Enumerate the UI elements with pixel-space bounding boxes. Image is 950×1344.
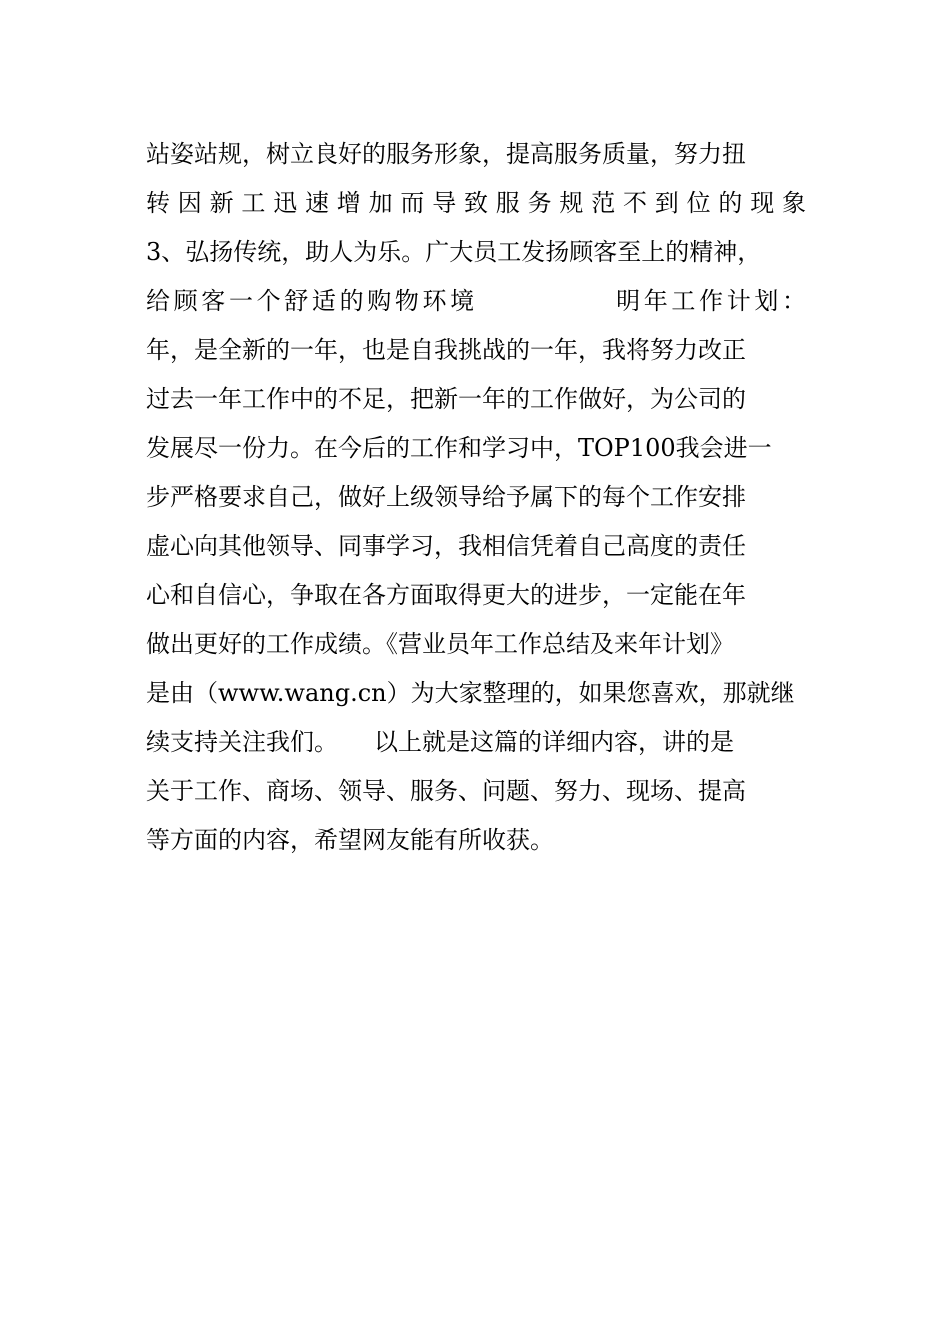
- text-line-12: 是由（www.wang.cn）为大家整理的，如果您喜欢，那就继: [146, 679, 795, 707]
- text-line-7: 发展尽一份力。在今后的工作和学习中，TOP100我会进一: [146, 434, 772, 462]
- text-line-14: 关于工作、商场、领导、服务、问题、努力、现场、提高: [146, 777, 746, 805]
- text-line-6: 过去一年工作中的不足，把新一年的工作做好，为公司的: [146, 385, 746, 413]
- text-line-13: 续支持关注我们。 以上就是这篇的详细内容，讲的是: [146, 728, 734, 756]
- text-line-8: 步严格要求自己，做好上级领导给予属下的每个工作安排: [146, 483, 746, 511]
- document-body: [146, 130, 806, 865]
- text-line-15: 等方面的内容，希望网友能有所收获。: [146, 826, 554, 854]
- text-line-2: 转因新工迅速增加而导致服务规范不到位的现象: [146, 189, 806, 217]
- text-line-3: 3、弘扬传统，助人为乐。广大员工发扬顾客至上的精神，: [146, 238, 762, 266]
- text-line-1: 站姿站规，树立良好的服务形象，提高服务质量，努力扭: [146, 140, 746, 168]
- text-line-9: 虚心向其他领导、同事学习，我相信凭着自己高度的责任: [146, 532, 746, 560]
- text-line-5: 年，是全新的一年，也是自我挑战的一年，我将努力改正: [146, 336, 746, 364]
- text-line-11: 做出更好的工作成绩。《营业员年工作总结及来年计划》: [146, 630, 734, 658]
- text-line-10: 心和自信心，争取在各方面取得更大的进步，一定能在年: [146, 581, 746, 609]
- text-line-4: 给顾客一个舒适的购物环境 明年工作计划：: [146, 287, 806, 315]
